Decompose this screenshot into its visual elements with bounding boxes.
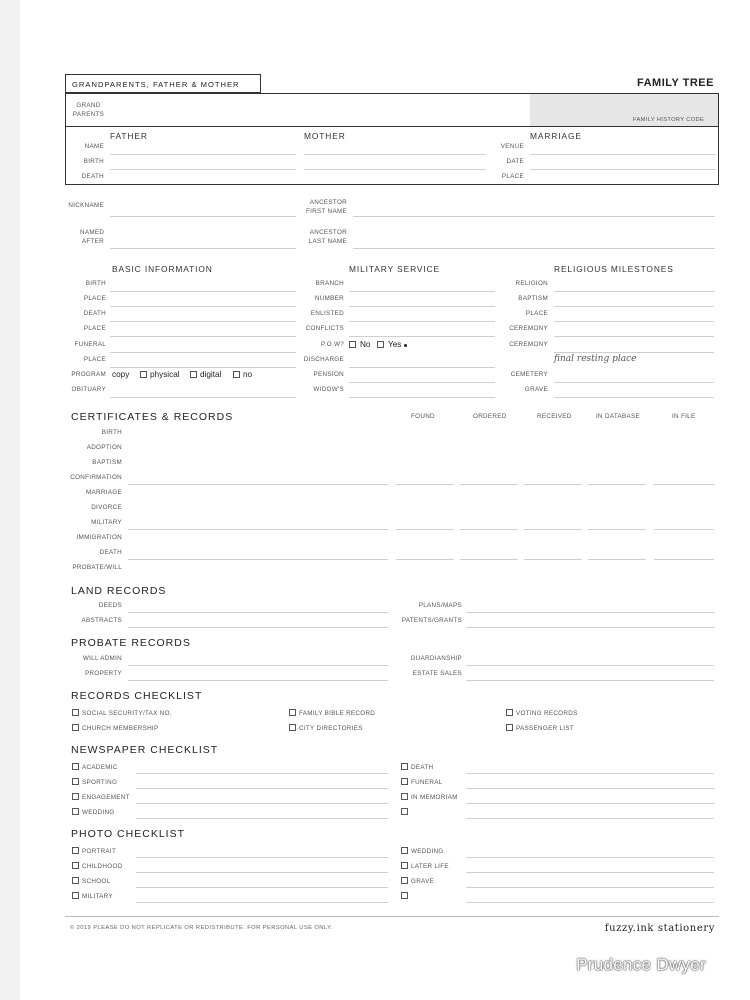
- news-checkbox[interactable]: [72, 793, 79, 800]
- cert-cell[interactable]: [654, 559, 714, 560]
- pow-no-checkbox[interactable]: [349, 341, 356, 348]
- land-label: PATENTS/GRANTS: [401, 617, 462, 624]
- news-checkbox[interactable]: [401, 793, 408, 800]
- news-line[interactable]: [466, 773, 714, 774]
- photo-checkbox[interactable]: [401, 847, 408, 854]
- cert-row-label: DIVORCE: [91, 504, 122, 511]
- basic-line[interactable]: [110, 336, 296, 337]
- basic-line[interactable]: [110, 321, 296, 322]
- footer-divider: [65, 916, 719, 917]
- checklist-label: FAMILY BIBLE RECORD: [299, 710, 376, 717]
- photo-label: PORTRAIT: [82, 848, 117, 855]
- military-label: DISCHARGE: [303, 356, 344, 363]
- religious-line[interactable]: [554, 352, 714, 353]
- divider: [66, 126, 718, 127]
- marriage-heading: MARRIAGE: [530, 131, 582, 141]
- photo-checkbox[interactable]: [401, 877, 408, 884]
- news-line[interactable]: [466, 803, 714, 804]
- photo-label: SCHOOL: [82, 878, 111, 885]
- cert-cell[interactable]: [460, 484, 518, 485]
- newspaper-checklist-heading: NEWSPAPER CHECKLIST: [71, 744, 219, 756]
- checklist-checkbox[interactable]: [72, 709, 79, 716]
- checklist-checkbox[interactable]: [72, 724, 79, 731]
- religious-label: RELIGION: [515, 280, 548, 287]
- cert-row-label: DEATH: [99, 549, 122, 556]
- news-line[interactable]: [136, 773, 388, 774]
- photo-line[interactable]: [466, 902, 714, 903]
- records-checklist-heading: RECORDS CHECKLIST: [71, 690, 203, 702]
- military-label: BRANCH: [315, 280, 344, 287]
- cert-cell[interactable]: [396, 484, 454, 485]
- checklist-label: SOCIAL SECURITY/TAX NO.: [82, 710, 172, 717]
- program-option-digital: digital: [200, 370, 222, 379]
- artist-watermark: Prudence Dwyer: [576, 955, 706, 974]
- photo-line[interactable]: [466, 857, 714, 858]
- news-label: ACADEMIC: [82, 764, 118, 771]
- news-checkbox[interactable]: [72, 763, 79, 770]
- basic-label: PROGRAM: [71, 371, 106, 378]
- photo-label: WEDDING: [411, 848, 444, 855]
- military-line[interactable]: [349, 306, 495, 307]
- photo-checkbox[interactable]: [72, 877, 79, 884]
- news-checkbox[interactable]: [401, 763, 408, 770]
- program-physical-checkbox[interactable]: [140, 371, 147, 378]
- military-line[interactable]: [349, 336, 495, 337]
- photo-line[interactable]: [136, 872, 388, 873]
- probate-label: PROPERTY: [85, 670, 122, 677]
- program-digital-checkbox[interactable]: [190, 371, 197, 378]
- column-header: IN FILE: [672, 413, 696, 420]
- mother-name-line[interactable]: [304, 154, 486, 155]
- photo-line[interactable]: [466, 872, 714, 873]
- basic-line[interactable]: [110, 291, 296, 292]
- religious-line[interactable]: [554, 306, 714, 307]
- photo-checkbox[interactable]: [72, 892, 79, 899]
- religious-label: CEREMONY: [509, 341, 548, 348]
- basic-information-heading: BASIC INFORMATION: [112, 264, 213, 274]
- photo-line[interactable]: [136, 887, 388, 888]
- cert-cell[interactable]: [460, 559, 518, 560]
- nickname-label: NICKNAME: [68, 202, 104, 209]
- cert-row-label: BAPTISM: [92, 459, 122, 466]
- section-title-box: GRANDPARENTS, FATHER & MOTHER: [65, 74, 261, 93]
- military-line[interactable]: [349, 291, 495, 292]
- religious-line[interactable]: [554, 291, 714, 292]
- certificates-heading: CERTIFICATES & RECORDS: [71, 411, 234, 423]
- column-header: FOUND: [411, 413, 435, 420]
- ancestor-last-name-label: ANCESTOR LAST NAME: [308, 229, 347, 245]
- abstracts-line[interactable]: [128, 627, 388, 628]
- religious-line[interactable]: [554, 336, 714, 337]
- military-label: P.O.W?: [320, 341, 344, 348]
- religious-line[interactable]: [554, 397, 714, 398]
- photo-label: GRAVE: [411, 878, 435, 885]
- cert-row-label: BIRTH: [101, 429, 122, 436]
- copyright-text: © 2019 PLEASE DO NOT REPLICATE OR REDISTRIBUTE. FOR PERSONAL USE ONLY.: [70, 925, 333, 931]
- patents-line[interactable]: [466, 627, 714, 628]
- column-header: IN DATABASE: [596, 413, 641, 420]
- column-header: ORDERED: [473, 413, 507, 420]
- basic-line[interactable]: [110, 352, 296, 353]
- cert-row-label: MARRIAGE: [86, 489, 122, 496]
- basic-label: OBITUARY: [71, 386, 106, 393]
- religious-label: GRAVE: [524, 386, 548, 393]
- probate-label: GUARDIANSHIP: [410, 655, 462, 662]
- probate-label: WILL ADMIN: [82, 655, 122, 662]
- cert-cell[interactable]: [460, 529, 518, 530]
- cert-row-label: CONFIRMATION: [70, 474, 122, 481]
- cert-cell[interactable]: [524, 529, 582, 530]
- cert-cell[interactable]: [588, 559, 646, 560]
- basic-label: FUNERAL: [74, 341, 106, 348]
- religious-label: BAPTISM: [518, 295, 548, 302]
- mother-heading: MOTHER: [304, 131, 346, 141]
- photo-line[interactable]: [466, 887, 714, 888]
- deeds-line[interactable]: [128, 612, 388, 613]
- date-label: DATE: [506, 158, 524, 165]
- family-history-code-label: FAMILY HISTORY CODE: [633, 117, 705, 123]
- ancestor-last-name-line[interactable]: [353, 248, 715, 249]
- news-label: SPORTING: [82, 779, 118, 786]
- name-label: NAME: [84, 143, 104, 150]
- religious-label: CEMETERY: [510, 371, 548, 378]
- pow-yes-checkbox[interactable]: [377, 341, 384, 348]
- cert-row-label: ADOPTION: [86, 444, 122, 451]
- religious-milestones-heading: RELIGIOUS MILESTONES: [554, 264, 674, 274]
- column-header: RECEIVED: [537, 413, 572, 420]
- military-service-heading: MILITARY SERVICE: [349, 264, 441, 274]
- military-label: NUMBER: [314, 295, 344, 302]
- venue-line[interactable]: [530, 154, 716, 155]
- photo-label: MILITARY: [82, 893, 113, 900]
- photo-checklist-heading: PHOTO CHECKLIST: [71, 828, 185, 840]
- news-line[interactable]: [466, 818, 714, 819]
- photo-line[interactable]: [136, 902, 388, 903]
- cert-line[interactable]: [128, 529, 388, 530]
- ancestor-first-name-label: ANCESTOR FIRST NAME: [305, 199, 347, 215]
- final-resting-place-label: final resting place: [554, 354, 637, 364]
- religious-label: PLACE: [525, 310, 548, 317]
- cert-row-label: PROBATE/WILL: [72, 564, 122, 571]
- checklist-label: VOTING RECORDS: [516, 710, 578, 717]
- program-option-copy: copy: [112, 370, 130, 379]
- program-option-no: no: [243, 370, 253, 379]
- page-title: FAMILY TREE: [636, 77, 714, 89]
- photo-checkbox[interactable]: [401, 892, 408, 899]
- news-checkbox[interactable]: [401, 808, 408, 815]
- military-line[interactable]: [349, 397, 495, 398]
- military-line[interactable]: [349, 382, 495, 383]
- basic-label: BIRTH: [85, 280, 106, 287]
- program-no-checkbox[interactable]: [233, 371, 240, 378]
- plans-line[interactable]: [466, 612, 714, 613]
- checklist-checkbox[interactable]: [289, 709, 296, 716]
- photo-checkbox[interactable]: [401, 862, 408, 869]
- pow-no-label: No: [360, 340, 371, 349]
- cert-line[interactable]: [128, 559, 388, 560]
- news-checkbox[interactable]: [72, 808, 79, 815]
- land-label: PLANS/MAPS: [418, 602, 462, 609]
- photo-label: LATER LIFE: [411, 863, 449, 870]
- photo-label: CHILDHOOD: [82, 863, 123, 870]
- news-line[interactable]: [466, 788, 714, 789]
- checklist-label: PASSENGER LIST: [516, 725, 574, 732]
- death-label: DEATH: [81, 173, 104, 180]
- land-label: DEEDS: [98, 602, 122, 609]
- news-label: ENGAGEMENT: [82, 794, 130, 801]
- land-label: ABSTRACTS: [81, 617, 122, 624]
- military-line[interactable]: [349, 367, 495, 368]
- named-after-label: NAMED AFTER: [80, 229, 105, 245]
- news-checkbox[interactable]: [401, 778, 408, 785]
- military-label: WIDOW'S: [313, 386, 344, 393]
- news-label: DEATH: [411, 764, 434, 771]
- checklist-checkbox[interactable]: [506, 724, 513, 731]
- news-line[interactable]: [136, 788, 388, 789]
- news-line[interactable]: [136, 803, 388, 804]
- news-label: IN MEMORIAM: [411, 794, 458, 801]
- cert-cell[interactable]: [654, 529, 714, 530]
- venue-label: VENUE: [500, 143, 524, 150]
- religious-line[interactable]: [554, 321, 714, 322]
- cert-cell[interactable]: [524, 559, 582, 560]
- military-label: ENLISTED: [310, 310, 344, 317]
- checklist-checkbox[interactable]: [506, 709, 513, 716]
- news-label: WEDDING: [82, 809, 115, 816]
- cert-cell[interactable]: [654, 484, 714, 485]
- date-line[interactable]: [530, 169, 716, 170]
- cert-cell[interactable]: [588, 484, 646, 485]
- pow-yes-label: Yes: [388, 340, 402, 349]
- bullet-dot: [404, 344, 407, 347]
- place-label: PLACE: [501, 173, 524, 180]
- photo-line[interactable]: [136, 857, 388, 858]
- basic-line[interactable]: [110, 397, 296, 398]
- military-label: CONFLICTS: [305, 325, 344, 332]
- mother-birth-line[interactable]: [304, 169, 486, 170]
- brand-logo: fuzzy.ink stationery: [604, 923, 715, 934]
- basic-label: PLACE: [83, 295, 106, 302]
- cert-cell[interactable]: [396, 559, 454, 560]
- basic-label: DEATH: [83, 310, 106, 317]
- checklist-label: CITY DIRECTORIES: [299, 725, 363, 732]
- basic-line[interactable]: [110, 306, 296, 307]
- land-records-heading: LAND RECORDS: [71, 585, 167, 597]
- photo-checkbox[interactable]: [72, 862, 79, 869]
- cert-cell[interactable]: [524, 484, 582, 485]
- probate-records-heading: PROBATE RECORDS: [71, 637, 191, 649]
- religious-label: CEREMONY: [509, 325, 548, 332]
- news-label: FUNERAL: [411, 779, 443, 786]
- cert-row-label: IMMIGRATION: [76, 534, 122, 541]
- property-line[interactable]: [128, 680, 388, 681]
- worksheet-page: [20, 0, 750, 1000]
- father-birth-line[interactable]: [110, 169, 296, 170]
- will-admin-line[interactable]: [128, 665, 388, 666]
- cert-cell[interactable]: [396, 529, 454, 530]
- photo-checkbox[interactable]: [72, 847, 79, 854]
- checklist-checkbox[interactable]: [289, 724, 296, 731]
- named-after-line[interactable]: [110, 248, 296, 249]
- news-line[interactable]: [136, 818, 388, 819]
- checklist-label: CHURCH MEMBERSHIP: [82, 725, 159, 732]
- guardianship-line[interactable]: [466, 665, 714, 666]
- program-option-physical: physical: [150, 370, 180, 379]
- father-heading: FATHER: [110, 131, 148, 141]
- ancestor-first-name-line[interactable]: [353, 216, 715, 217]
- birth-label: BIRTH: [83, 158, 104, 165]
- cert-row-label: MILITARY: [91, 519, 122, 526]
- grand-parents-label: GRAND PARENTS: [72, 102, 105, 118]
- basic-label: PLACE: [83, 356, 106, 363]
- religious-line[interactable]: [554, 382, 714, 383]
- basic-label: PLACE: [83, 325, 106, 332]
- nickname-line[interactable]: [110, 216, 296, 217]
- military-label: PENSION: [313, 371, 344, 378]
- military-line[interactable]: [349, 321, 495, 322]
- cert-cell[interactable]: [588, 529, 646, 530]
- probate-label: ESTATE SALES: [412, 670, 462, 677]
- estate-sales-line[interactable]: [466, 680, 714, 681]
- father-name-line[interactable]: [110, 154, 296, 155]
- cert-line[interactable]: [128, 484, 388, 485]
- news-checkbox[interactable]: [72, 778, 79, 785]
- basic-line[interactable]: [110, 367, 296, 368]
